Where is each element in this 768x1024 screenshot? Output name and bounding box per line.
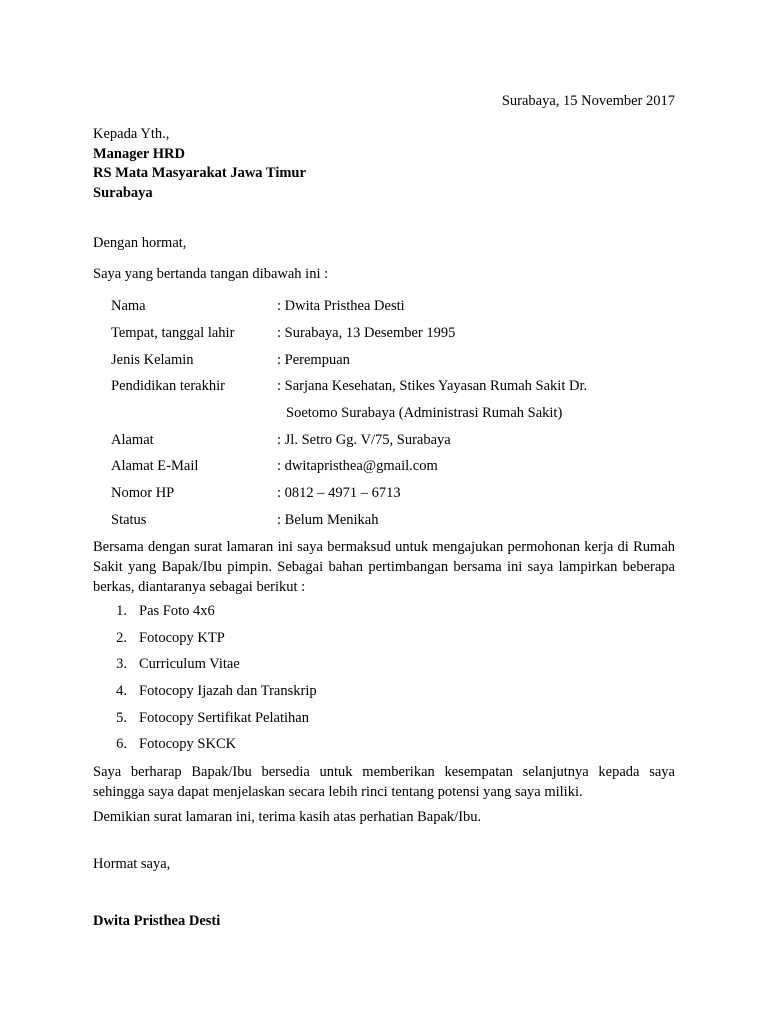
attachment-item: Fotocopy SKCK <box>139 736 237 752</box>
field-label-pendidikan: Pendidikan terakhir <box>111 378 225 394</box>
field-value-status: : Belum Menikah <box>277 512 379 528</box>
place-date: Surabaya, 15 November 2017 <box>501 93 675 109</box>
field-label-alamat: Alamat <box>111 432 154 448</box>
field-value-pendidikan: : Sarjana Kesehatan, Stikes Yayasan Rumah Sakit Dr. <box>277 378 588 394</box>
body-paragraph: Bersama dengan surat lamaran ini saya bermaksud untuk mengajukan permohonan kerja di Rumah Sakit yang Bapak/Ibu pimpin. Sebagai bahan pertimbangan bersama ini saya lampirkan beberapa berkas, diantaranya sebagai berikut : <box>93 539 675 595</box>
attachment-number: 4. <box>116 683 127 699</box>
field-value-nomor-hp: : 0812 – 4971 – 6713 <box>277 485 401 501</box>
field-label-ttl: Tempat, tanggal lahir <box>111 325 235 341</box>
greeting: Dengan hormat, <box>93 235 187 251</box>
recipient-city: Surabaya <box>93 185 153 201</box>
attachment-number: 1. <box>116 603 127 619</box>
attachment-item: Curriculum Vitae <box>139 656 240 672</box>
attachment-number: 6. <box>116 736 127 752</box>
attachment-item: Pas Foto 4x6 <box>139 603 215 619</box>
attachment-item: Fotocopy KTP <box>139 630 225 646</box>
field-value-pendidikan-cont: Soetomo Surabaya (Administrasi Rumah Sakit) <box>286 405 563 421</box>
field-label-nama: Nama <box>111 298 146 314</box>
hope-paragraph: Saya berharap Bapak/Ibu bersedia untuk memberikan kesempatan selanjutnya kepada saya sehingga saya dapat menjelaskan secara lebih rinci tentang potensi yang saya miliki. <box>93 764 675 800</box>
attachment-number: 2. <box>116 630 127 646</box>
field-value-nama: : Dwita Pristhea Desti <box>277 298 405 314</box>
closing-salutation: Hormat saya, <box>93 856 171 872</box>
recipient-organization: RS Mata Masyarakat Jawa Timur <box>93 165 306 181</box>
field-label-jenis-kelamin: Jenis Kelamin <box>111 352 194 368</box>
signature-name: Dwita Pristhea Desti <box>93 913 221 929</box>
attachment-item: Fotocopy Sertifikat Pelatihan <box>139 710 309 726</box>
field-value-ttl: : Surabaya, 13 Desember 1995 <box>277 325 456 341</box>
recipient-salutation: Kepada Yth., <box>93 126 170 142</box>
attachment-item: Fotocopy Ijazah dan Transkrip <box>139 683 317 699</box>
field-label-nomor-hp: Nomor HP <box>111 485 175 501</box>
closing-paragraph: Demikian surat lamaran ini, terima kasih atas perhatian Bapak/Ibu. <box>93 809 482 825</box>
attachment-number: 5. <box>116 710 127 726</box>
intro-line: Saya yang bertanda tangan dibawah ini : <box>93 266 329 282</box>
attachment-number: 3. <box>116 656 127 672</box>
field-value-alamat: : Jl. Setro Gg. V/75, Surabaya <box>277 432 451 448</box>
field-label-status: Status <box>111 512 147 528</box>
field-value-jenis-kelamin: : Perempuan <box>277 352 350 368</box>
recipient-position: Manager HRD <box>93 146 185 162</box>
field-label-email: Alamat E-Mail <box>111 458 199 474</box>
field-value-email: : dwitapristhea@gmail.com <box>277 458 438 474</box>
